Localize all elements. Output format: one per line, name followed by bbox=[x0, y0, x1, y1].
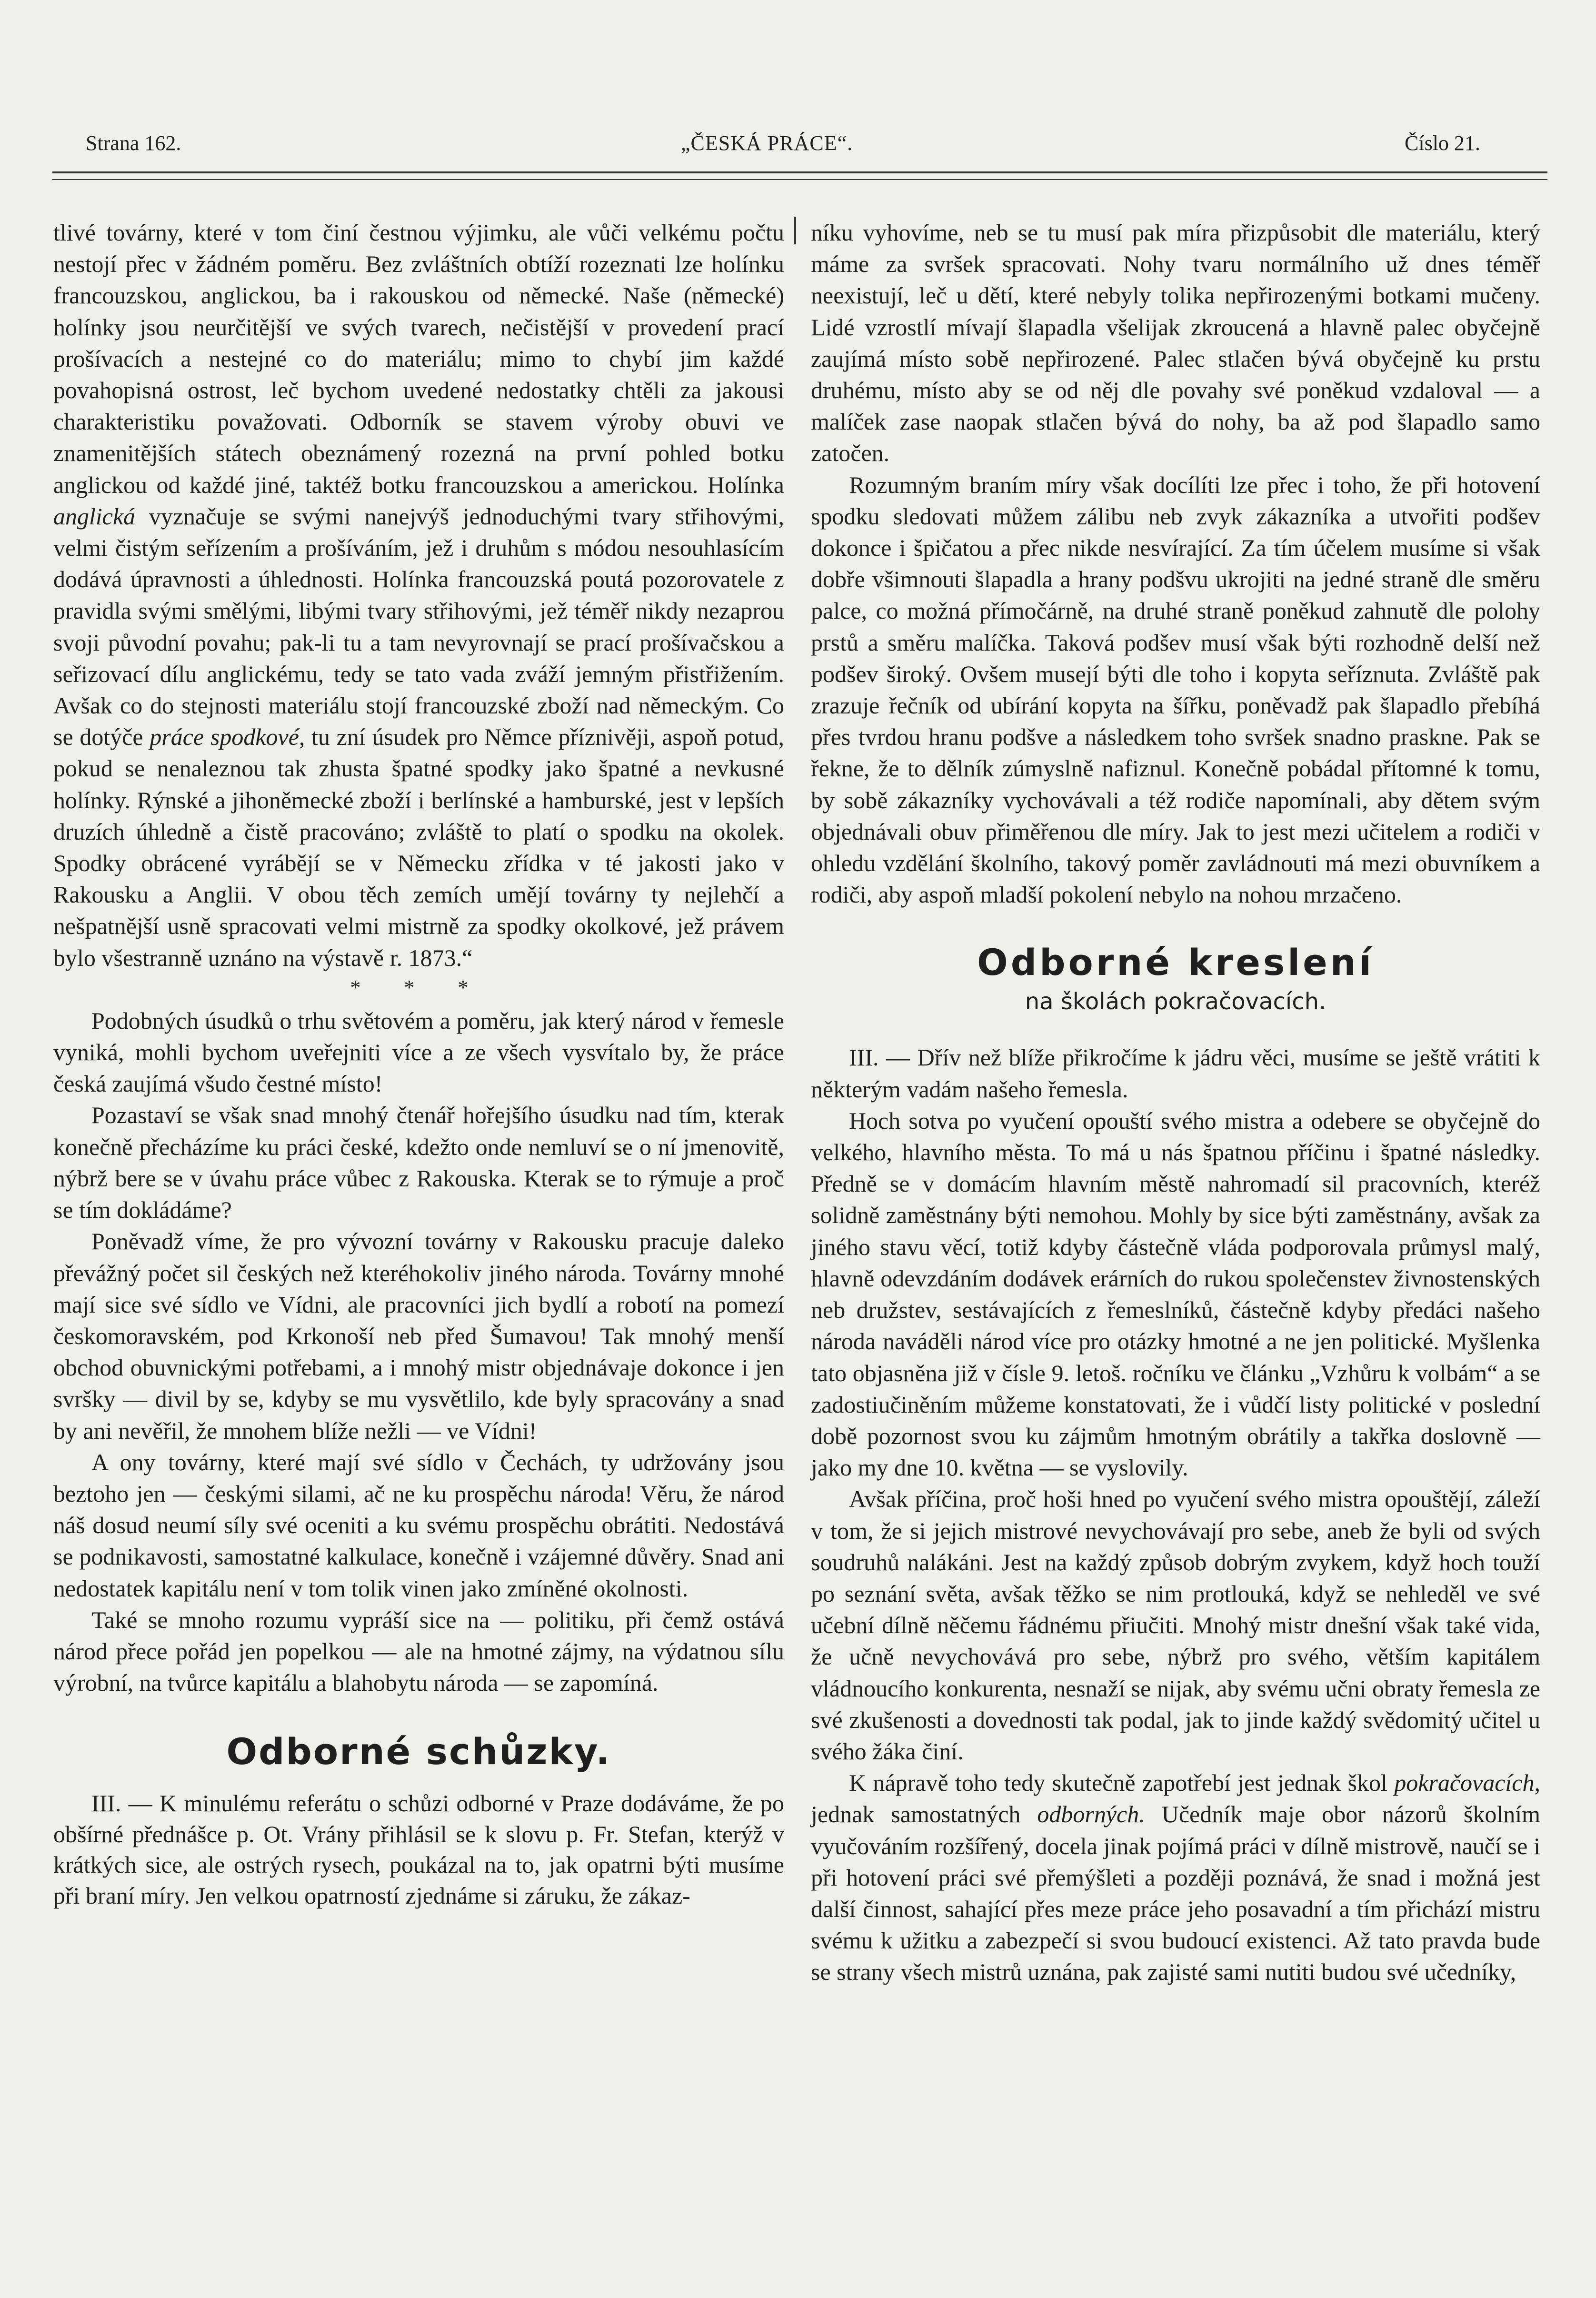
paragraph: níku vyhovíme, neb se tu musí pak míra přizpůsobit dle materiálu, který máme za svršek spracovati. Nohy tvaru normálního už dnes téměř neexistují, leč u dětí, které nebyly tolika nepřirozenými botkami mučeny. Lidé vzrostlí mívají šlapadla všelijak zkroucená a hlavně palec obyčejně zaujímá místo sobě nepřirozené. Palec stlačen bývá obyčejně ku prstu druhému, místo aby se od něj dle povahy své poněkud vzdaloval — a malíček zase naopak stlačen bývá do nohy, ba až pod šlapadlo samo zatočen. bbox=[811, 219, 1540, 467]
paragraph: A ony továrny, které mají své sídlo v Čechách, ty udržovány jsou beztoho jen — českými silami, ač ne ku prospěchu národa! Věru, že národ náš dosud neumí síly své oceniti a ku svému prospěchu obrátiti. Nedostává se podnikavosti, samostatné kalkulace, konečně i vzájemné důvěry. Snad ani nedostatek kapitálu není v tom tolik vinen jako zmíněné okolnosti. bbox=[53, 1448, 784, 1602]
page-number: Strana 162. bbox=[86, 131, 181, 155]
paragraph: Podobných úsudků o trhu světovém a poměru, jak který národ v řemesle vyniká, mohli bychom uveřejniti více a ze všech vysvítalo by, že práce česká zaujímá všudo čestné místo! bbox=[53, 1007, 784, 1097]
column-divider bbox=[794, 217, 796, 244]
section-heading-odborne-kresleni: Odborné kreslení bbox=[977, 941, 1374, 984]
section-subheading: na školách pokračovacích. bbox=[1025, 988, 1327, 1015]
paragraph: Pozastaví se však snad mnohý čtenář hořejšího úsudku nad tím, kterak konečně přecházíme ku práci české, kdežto onde nemluví se o ní jmenovitě, nýbrž bere se v úvahu práce vůbec z Rakouska. Kterak se to rýmuje a proč se tím dokládáme? bbox=[53, 1102, 784, 1224]
right-column bbox=[811, 217, 1540, 1988]
left-column bbox=[53, 217, 784, 1911]
header-rule-thin bbox=[52, 179, 1547, 180]
paragraph: K nápravě toho tedy skutečně zapotřebí jest jednak škol pokračovacích, jednak samostatných odborných. Učedník maje obor názorů školním vyučováním rozšířený, docela jinak pojímá práci v dílně mistrově, naučí se i při hotovení práci své přemýšleti a později poznává, že snad i možná jest další činnost, sahající přes meze práce jeho posavadní a tím přichází mistru svému k užitku a zabezpečí si svou budoucí existenci. Až tato pravda bude se strany všech mistrů uznána, pak zajisté sami nutiti budou své učedníky, bbox=[811, 1769, 1540, 1986]
paragraph: Také se mnoho rozumu vypráší sice na — politiku, při čemž ostává národ přece pořád jen popelkou — ale na hmotné zájmy, na výdatnou sílu výrobní, na tvůrce kapitálu a blahobytu národa — se zapomíná. bbox=[53, 1606, 784, 1696]
paragraph: III. — K minulému referátu o schůzi odborné v Praze dodáváme, že po obšírné přednášce p. Ot. Vrány přihlásil se k slovu p. Fr. Stefan, kterýž v krátkých sice, ale ostrých rysech, poukázal na to, jak opatrni býti musíme při braní míry. Jen velkou opatrností zjednáme si záruku, že zákaz- bbox=[53, 1790, 784, 1909]
paragraph: Avšak příčina, proč hoši hned po vyučení svého mistra opouštějí, záleží v tom, že si jejich mistrové nevychovávají pro sebe, aneb že byli od svých soudruhů nalákáni. Jest na každý způsob dobrým zvykem, když hoch touží po seznání světa, avšak těžko se nim protlouká, když se nehleděl ve své učební dílně něčemu řádnému přiučiti. Mnohý mistr dnešní však také vida, že učně nevychovává pro sebe, nýbrž pro svého, větším kapitálem vládnoucího konkurenta, nesnaží se nijak, aby svému učni obraty řemesla ze své zkušenosti a dovednosti tak podal, jak to jinde každý svědomitý učitel u svého žáka činí. bbox=[811, 1485, 1540, 1765]
paragraph: Hoch sotva po vyučení opouští svého mistra a odebere se obyčejně do velkého, hlavního města. To má u nás špatnou příčinu i špatné následky. Předně se v domácím hlavním městě nahromadí sil pracovních, kteréž solidně zaměstnány býti nemohou. Mohly by sice býti zaměstnány, avšak za jiného stavu věcí, totiž kdyby částečně vláda podporovala průmysl malý, hlavně odevzdáním dodávek erárních do rukou společenstev živnostenských neb družstev, sestávajících z řemeslníků, částečně kdyby předáci našeho národa naváděli národ více pro otázky hmotné a ne jen politické. Myšlenka tato objasněna již v čísle 9. letoš. ročníku ve článku „Vzhůru k volbám“ a se zadostiučiněním můžeme konstatovati, že i vůdčí listy politické v poslední době pozornost svou ku zájmům hmotným obrátily a takřka doslovně — jako my dne 10. května — se vyslovily. bbox=[811, 1107, 1540, 1481]
issue-number: Číslo 21. bbox=[1405, 131, 1480, 155]
section-separator: * * * bbox=[350, 975, 488, 999]
header-rule bbox=[52, 171, 1547, 173]
paragraph: Rozumným braním míry však docílíti lze přec i toho, že při hotovení spodku sledovati můžem zálibu neb zvyk zákazníka a utvořiti podšev dokonce i špičatou a přec nikde nesvírající. Za tím účelem musíme si však dobře všimnouti šlapadla a hrany podšvu ukrojiti na jedné straně dle směru palce, co možná přímočárně, na druhé straně poněkud zahnutě dle polohy prstů a směru malíčka. Taková podšev musí však býti rozhodně delší než podšev široký. Ovšem musejí býti dle toho i kopyta seříznuta. Zvláště pak zrazuje řečník od ubírání kopyta na šířku, poněvadž pak šlapadlo přebíhá přes tvrdou hranu podšve a následkem toho svršek snadno praskne. Pak se řekne, že to dělník zúmyslně nafiznul. Konečně pobádal přítomné k tomu, by sobě zákazníky vychovávali a též rodiče napomínali, aby dětem svým objednávali obuv přiměřenou dle míry. Jak to jest mezi učitelem a rodiči v ohledu vzdělání školního, takový poměr zavládnouti má mezi obuvníkem a rodiči, aby aspoň mladší pokolení nebylo na nohou mrzačeno. bbox=[811, 471, 1540, 908]
journal-title: „ČESKÁ PRÁCE“. bbox=[681, 131, 853, 155]
paragraph: tlivé továrny, které v tom činí čestnou výjimku, ale vůči velkému počtu nestojí přec v žádném poměru. Bez zvláštních obtíží rozeznati lze holínku francouzskou, anglickou, ba i rakouskou od německé. Naše (německé) holínky jsou neurčitější ve svých tvarech, nečistější v provedení prací prošívacích a nestejné co do materiálu; mimo to chybí jim každé povahopisná ostrost, leč bychom uvedené nedostatky chtěli za jakousi charakteristiku považovati. Odborník se stavem výroby obuvi ve znamenitějších státech obeznámený rozezná na první pohled botku anglickou od každé jiné, taktéž botku francouzskou a americkou. Holínka anglická vyznačuje se svými nanejvýš jednoduchými tvary střihovými, velmi čistým seřízením a prošíváním, jež i druhům s módou nesouhlasícím dodává úpravnosti a úhlednosti. Holínka francouzská poutá pozorovatele z pravidla svými smělými, libými tvary střihovými, jež téměř nikdy nezaprou svoji původní povahu; pak-li tu a tam nevyrovnají se prací prošívačskou a seřizovací dílu anglickému, tedy se tato vada zváží jemným přistřižením. Avšak co do stejnosti materiálu stojí francouzské zboží nad německým. Co se dotýče práce spodkové, tu zní úsudek pro Němce příznivěji, aspoň potud, pokud se nenaleznou tak zhusta špatné spodky jako špatné a nevkusné holínky. Rýnské a jihoněmecké zboží i berlínské a hamburské, jest v lepších druzích úhledně a čistě pracováno; zvláště to platí o spodku na okolek. Spodky obrácené vyrábějí se v Německu zřídka v té jakosti jako v Rakousku a Anglii. V obou těch zemích umějí továrny ty nejlehčí a nešpatnější usně spracovati velmi mistrně za spodky okolkové, jež právem bylo všestranně uznáno na výstavě r. 1873.“ bbox=[53, 219, 784, 971]
paragraph: III. — Dřív než blíže přikročíme k jádru věci, musíme se ještě vrátiti k některým vadám našeho řemesla. bbox=[811, 1044, 1540, 1103]
section-heading-odborne-schuzky: Odborné schůzky. bbox=[226, 1730, 611, 1773]
page-header bbox=[83, 131, 1531, 169]
paragraph: Poněvadž víme, že pro vývozní továrny v Rakousku pracuje daleko převážný počet sil českých než kteréhokoliv jiného národa. Továrny mnohé mají sice své sídlo ve Vídni, ale pracovníci jich bydlí a robotí na pomezí českomoravském, pod Krkonoší neb před Šumavou! Tak mnohý menší obchod obuvnickými potřebami, a i mnohý mistr objednávaje dokonce i jen svršky — divil by se, kdyby se mu vysvětlilo, kde byly spracovány a snad by ani nevěřil, že mnohem blíže nežli — ve Vídni! bbox=[53, 1228, 784, 1444]
